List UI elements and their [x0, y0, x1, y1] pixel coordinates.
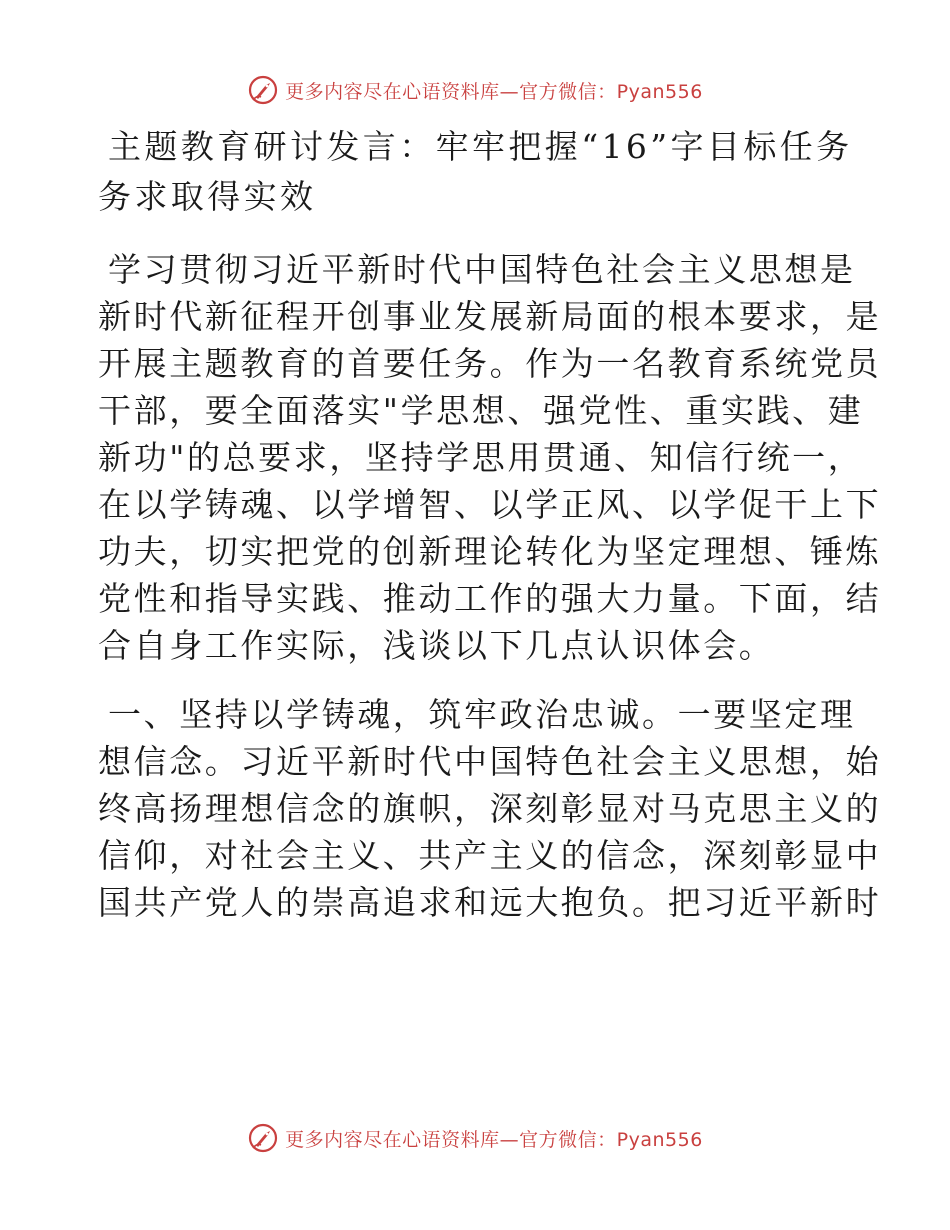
paragraph-intro	[98, 246, 882, 669]
text-line: 在以学铸魂、以学增智、以学正风、以学促干上下	[98, 485, 882, 524]
pen-nib-logo-icon	[247, 1122, 279, 1154]
title-line: 主题教育研讨发言：牢牢把握“16”字目标任务	[108, 127, 853, 166]
text-line: 想信念。习近平新时代中国特色社会主义思想，始	[98, 742, 882, 781]
footer-banner	[0, 1118, 950, 1158]
pen-nib-logo-icon	[247, 74, 279, 106]
text-line: 新功"的总要求，坚持学思用贯通、知信行统一，	[98, 438, 864, 477]
paragraph-section-one	[98, 691, 882, 926]
document-title	[98, 122, 858, 222]
text-line: 信仰，对社会主义、共产主义的信念，深刻彰显中	[98, 836, 882, 875]
text-line: 终高扬理想信念的旗帜，深刻彰显对马克思主义的	[98, 789, 882, 828]
text-line: 国共产党人的崇高追求和远大抱负。把习近平新时	[98, 883, 882, 922]
text-line: 干部，要全面落实"学思想、强党性、重实践、建	[98, 391, 864, 430]
text-line: 一、坚持以学铸魂，筑牢政治忠诚。一要坚定理	[108, 695, 856, 734]
text-line: 开展主题教育的首要任务。作为一名教育系统党员	[98, 344, 882, 383]
text-line: 合自身工作实际，浅谈以下几点认识体会。	[98, 626, 775, 665]
text-line: 新时代新征程开创事业发展新局面的根本要求，是	[98, 297, 882, 336]
footer-banner-text: 更多内容尽在心语资料库—官方微信：Pyan556	[285, 1128, 703, 1151]
header-banner-text: 更多内容尽在心语资料库—官方微信：Pyan556	[285, 80, 703, 103]
title-line: 务求取得实效	[98, 177, 317, 216]
text-line: 学习贯彻习近平新时代中国特色社会主义思想是	[108, 250, 856, 289]
text-line: 功夫，切实把党的创新理论转化为坚定理想、锤炼	[98, 532, 882, 571]
text-line: 党性和指导实践、推动工作的强大力量。下面，结	[98, 579, 882, 618]
header-banner	[0, 70, 950, 110]
document-body	[98, 122, 882, 926]
